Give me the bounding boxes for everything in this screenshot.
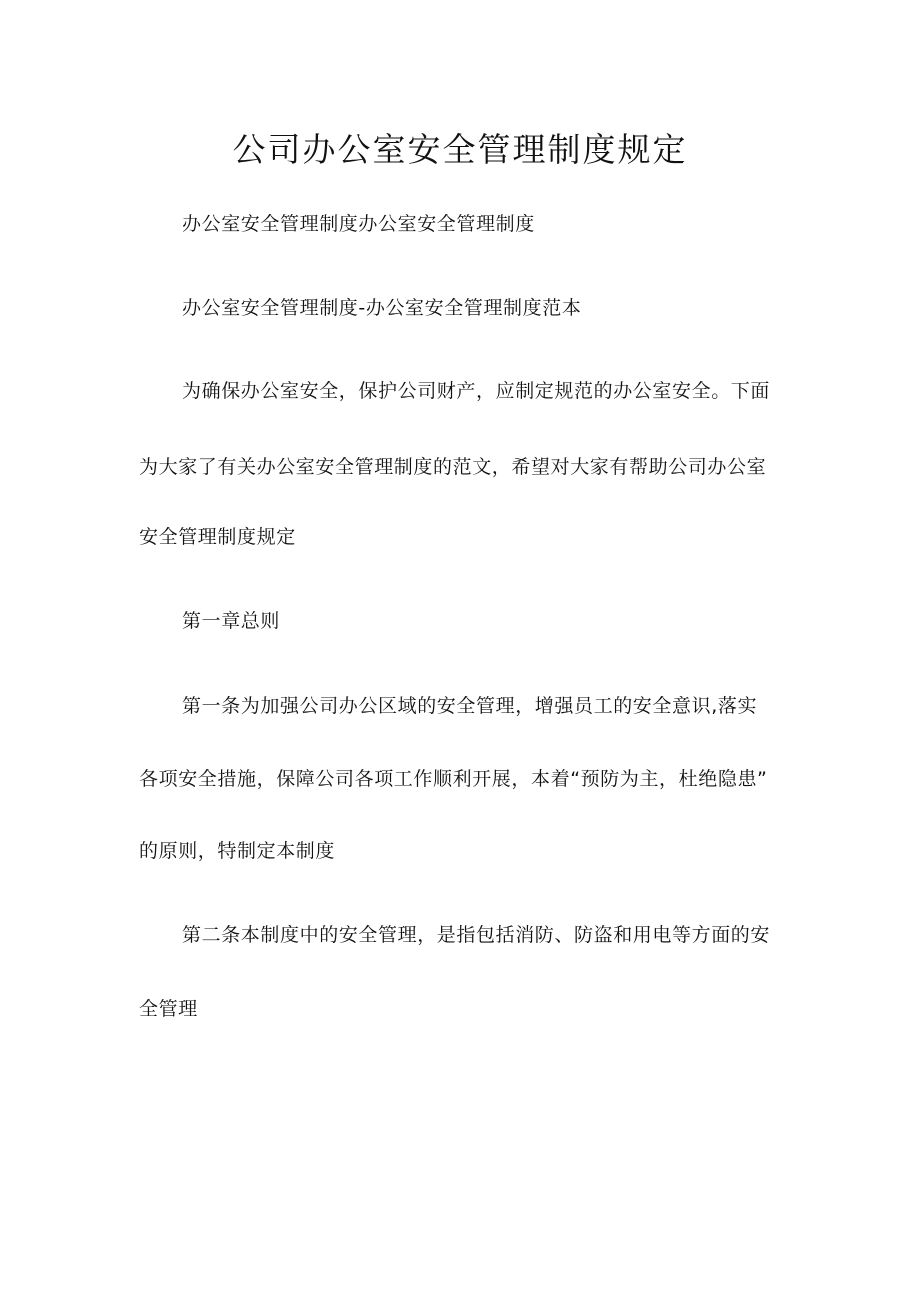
article-1-line-3: 的原则，特制定本制度 bbox=[139, 840, 336, 862]
intro-paragraph-line-3: 安全管理制度规定 bbox=[139, 526, 296, 548]
intro-paragraph-line-1: 为确保办公室安全，保护公司财产，应制定规范的办公室安全。下面 bbox=[182, 380, 771, 402]
article-2-line-2: 全管理 bbox=[139, 998, 198, 1020]
document-title: 公司办公室安全管理制度规定 bbox=[232, 130, 688, 169]
chapter-heading: 第一章总则 bbox=[182, 610, 281, 632]
intro-paragraph-line-2: 为大家了有关办公室安全管理制度的范文，希望对大家有帮助公司办公室 bbox=[139, 456, 767, 478]
article-2-line-1: 第二条本制度中的安全管理，是指包括消防、防盗和用电等方面的安 bbox=[182, 924, 771, 946]
article-1-line-2: 各项安全措施，保障公司各项工作顺利开展，本着“预防为主，杜绝隐患” bbox=[139, 768, 768, 790]
subtitle-line-2: 办公室安全管理制度-办公室安全管理制度范本 bbox=[182, 297, 582, 319]
article-1-line-1: 第一条为加强公司办公区域的安全管理，增强员工的安全意识,落实 bbox=[182, 695, 758, 717]
subtitle-line-1: 办公室安全管理制度办公室安全管理制度 bbox=[182, 213, 535, 235]
